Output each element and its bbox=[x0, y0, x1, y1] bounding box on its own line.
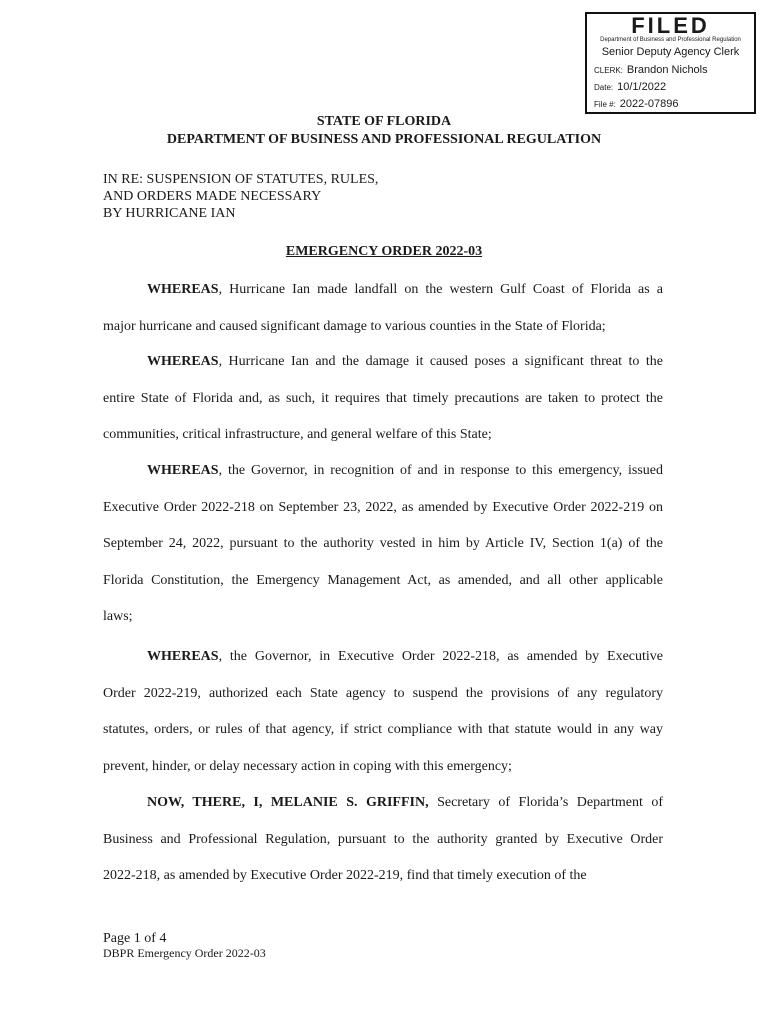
paragraph-line: Florida Constitution, the Emergency Management Act, as amended, and all other applicable bbox=[103, 572, 663, 588]
filed-stamp bbox=[585, 12, 756, 114]
stamp-date: 10/1/2022 bbox=[617, 81, 667, 93]
whereas-paragraph bbox=[103, 281, 663, 354]
paragraph-line bbox=[103, 462, 663, 499]
paragraph-lead: WHEREAS bbox=[147, 463, 219, 478]
paragraph-line: Executive Order 2022-218 on September 23, 2022, as amended by Executive Order 2022-219 on bbox=[103, 499, 663, 515]
in-re-line: BY HURRICANE IAN bbox=[103, 206, 236, 221]
paragraph-line: communities, critical infrastructure, and general welfare of this State; bbox=[103, 427, 492, 442]
paragraph-line: entire State of Florida and, as such, it requires that timely precautions are taken to protect the bbox=[103, 390, 663, 406]
stamp-clerk-label: CLERK: bbox=[594, 66, 623, 75]
whereas-paragraph bbox=[103, 648, 663, 794]
in-re-line: IN RE: SUSPENSION OF STATUTES, RULES, bbox=[103, 172, 379, 187]
paragraph-lead: NOW, THERE, I, MELANIE S. GRIFFIN, bbox=[147, 795, 429, 810]
in-re-line: AND ORDERS MADE NECESSARY bbox=[103, 189, 322, 204]
paragraph-lead: WHEREAS bbox=[147, 282, 219, 297]
paragraph-line: laws; bbox=[103, 609, 133, 624]
stamp-title: FILED bbox=[631, 13, 710, 38]
paragraph-text: , Hurricane Ian and the damage it caused poses a significant threat to the bbox=[218, 354, 663, 369]
stamp-date-label: Date: bbox=[594, 83, 614, 92]
stamp-date-row bbox=[594, 81, 666, 94]
stamp-clerk: Brandon Nichols bbox=[626, 64, 708, 76]
paragraph-text: Secretary of Florida’s Department of bbox=[428, 795, 664, 810]
paragraph-lead: WHEREAS bbox=[147, 649, 219, 664]
paragraph-line bbox=[103, 353, 663, 390]
stamp-department: Department of Business and Professional Regulation bbox=[600, 37, 741, 43]
department-heading: DEPARTMENT OF BUSINESS AND PROFESSIONAL REGULATION bbox=[166, 132, 602, 147]
stamp-file-label: File #: bbox=[594, 100, 616, 109]
paragraph-line: Business and Professional Regulation, pursuant to the authority granted by Executive Order bbox=[103, 831, 663, 847]
paragraph-line: Order 2022-219, authorized each State agency to suspend the provisions of any regulatory bbox=[103, 685, 663, 701]
stamp-file: 2022-07896 bbox=[619, 98, 679, 110]
whereas-paragraph bbox=[103, 353, 663, 463]
paragraph-text: , the Governor, in recognition of and in response to this emergency, issued bbox=[218, 463, 663, 478]
whereas-paragraph bbox=[103, 462, 663, 645]
paragraph-line bbox=[103, 281, 663, 318]
paragraph-line bbox=[103, 794, 663, 831]
paragraph-lead: WHEREAS bbox=[147, 354, 219, 369]
paragraph-line: prevent, hinder, or delay necessary action in coping with this emergency; bbox=[103, 758, 512, 774]
stamp-clerk-row bbox=[594, 64, 708, 77]
paragraph-line: 2022-218, as amended by Executive Order 2022-219, find that timely execution of the bbox=[103, 868, 587, 883]
stamp-file-row bbox=[594, 98, 679, 111]
paragraph-line: September 24, 2022, pursuant to the authority vested in him by Article IV, Section 1(a) of the bbox=[103, 536, 663, 551]
state-heading: STATE OF FLORIDA bbox=[316, 114, 452, 129]
paragraph-line: statutes, orders, or rules of that agency, if strict compliance with that statute would in any way bbox=[103, 722, 663, 737]
paragraph-line: major hurricane and caused significant damage to various counties in the State of Florida; bbox=[103, 318, 606, 334]
page-number: Page 1 of 4 bbox=[103, 931, 167, 946]
paragraph-text: , the Governor, in Executive Order 2022-218, as amended by Executive bbox=[218, 649, 663, 664]
order-title: EMERGENCY ORDER 2022-03 bbox=[285, 244, 483, 259]
stamp-role: Senior Deputy Agency Clerk bbox=[601, 46, 740, 58]
paragraph-text: , Hurricane Ian made landfall on the western Gulf Coast of Florida as a bbox=[218, 282, 663, 297]
paragraph-line bbox=[103, 648, 663, 685]
document-reference: DBPR Emergency Order 2022-03 bbox=[103, 946, 266, 960]
now-therefore-paragraph bbox=[103, 794, 663, 904]
